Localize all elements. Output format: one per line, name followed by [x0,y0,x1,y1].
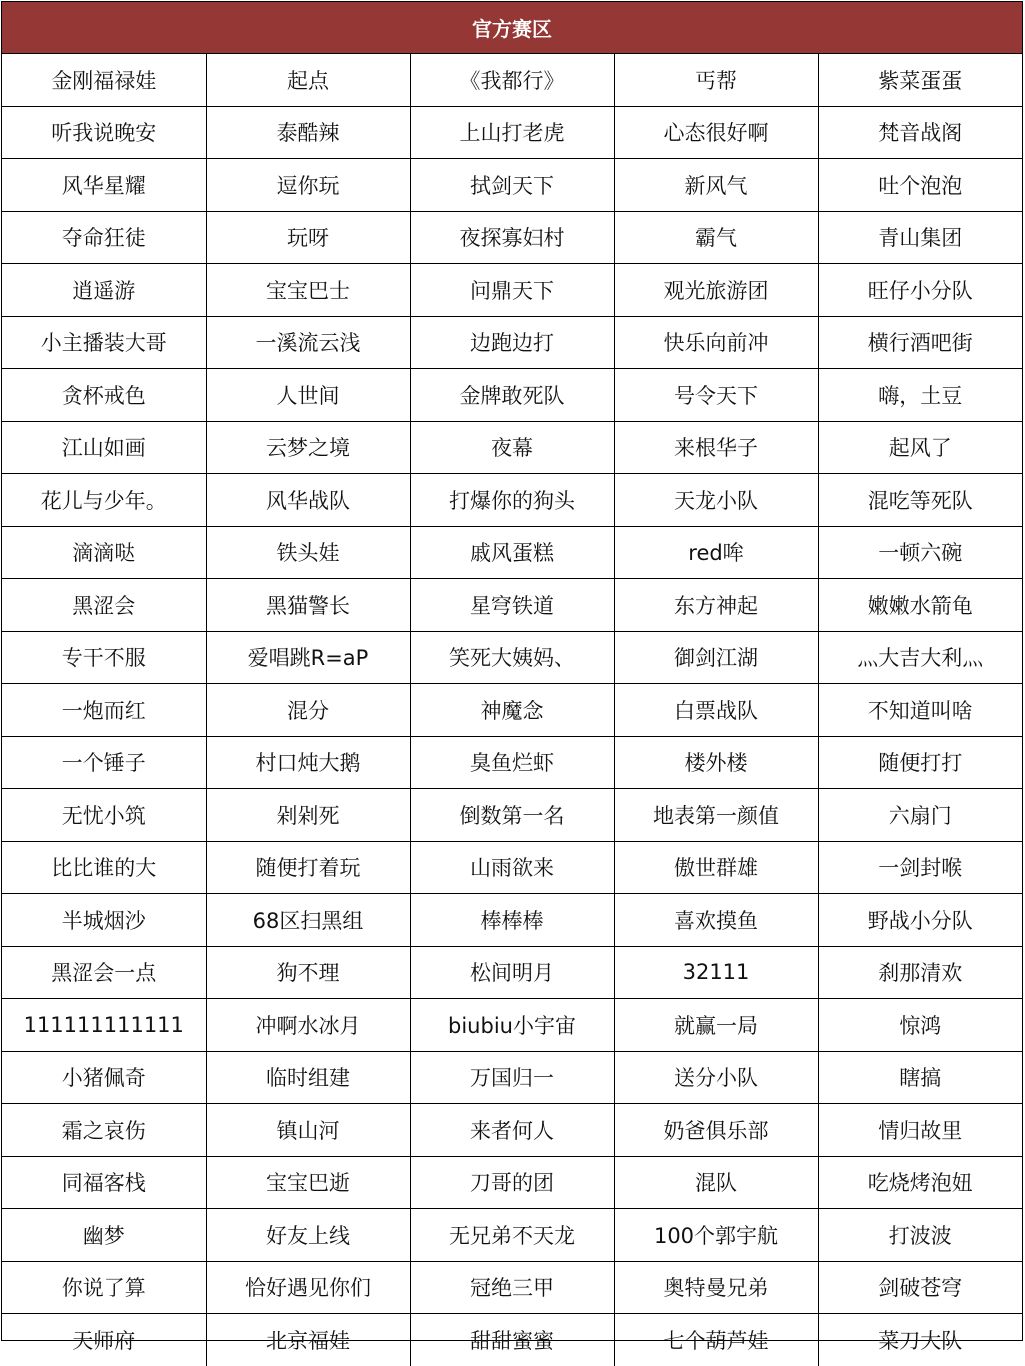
team-cell: 专干不服 [2,631,206,684]
team-cell: 刹那清欢 [818,946,1022,999]
table-row [2,946,1022,999]
team-cell: 起风了 [818,421,1022,474]
team-cell: 花儿与少年。 [2,474,206,527]
team-cell: 地表第一颜值 [614,789,818,842]
team-cell: 小猪佩奇 [2,1051,206,1104]
team-cell: 夜探寡妇村 [410,211,614,264]
team-cell: 心态很好啊 [614,106,818,159]
team-cell: 同福客栈 [2,1156,206,1209]
table-row [2,1156,1022,1209]
team-cell: 黑猫警长 [206,579,410,632]
team-cell: 混队 [614,1156,818,1209]
team-cell: 天龙小队 [614,474,818,527]
team-cell: 东方神起 [614,579,818,632]
team-cell: 甜甜蜜蜜 [410,1314,614,1366]
table-row [2,421,1022,474]
table-row [2,736,1022,789]
team-cell: 横行酒吧街 [818,316,1022,369]
team-cell: 32111 [614,946,818,999]
team-cell: 贪杯戒色 [2,369,206,422]
table-row [2,106,1022,159]
team-cell: 风华战队 [206,474,410,527]
team-cell: 打爆你的狗头 [410,474,614,527]
table-row [2,526,1022,579]
team-cell: 惊鸿 [818,999,1022,1052]
team-cell: 北京福娃 [206,1314,410,1366]
team-cell: 起点 [206,54,410,106]
team-cell: 旺仔小分队 [818,264,1022,317]
team-cell: 拭剑天下 [410,159,614,212]
team-cell: 万国归一 [410,1051,614,1104]
team-cell: 就赢一局 [614,999,818,1052]
team-cell: 一炮而红 [2,684,206,737]
team-cell: 星穹铁道 [410,579,614,632]
team-cell: 随便打着玩 [206,841,410,894]
team-cell: 云梦之境 [206,421,410,474]
team-cell: 六扇门 [818,789,1022,842]
team-cell: 一个锤子 [2,736,206,789]
team-cell: 吐个泡泡 [818,159,1022,212]
team-cell: 冲啊水冰月 [206,999,410,1052]
table-row [2,474,1022,527]
team-cell: 野战小分队 [818,894,1022,947]
team-cell: 山雨欲来 [410,841,614,894]
team-cell: 戚风蛋糕 [410,526,614,579]
team-cell: 松间明月 [410,946,614,999]
team-cell: 倒数第一名 [410,789,614,842]
team-cell: 恰好遇见你们 [206,1261,410,1314]
table-row [2,1314,1022,1366]
team-cell: 夺命狂徒 [2,211,206,264]
team-cell: 瞎搞 [818,1051,1022,1104]
team-cell: 青山集团 [818,211,1022,264]
team-cell: 来根华子 [614,421,818,474]
team-cell: 臭鱼烂虾 [410,736,614,789]
table-row [2,631,1022,684]
team-cell: 霜之哀伤 [2,1104,206,1157]
team-cell: 随便打打 [818,736,1022,789]
team-cell: 嫩嫩水箭龟 [818,579,1022,632]
team-grid [2,54,1022,1366]
team-cell: 无忧小筑 [2,789,206,842]
team-cell: 玩呀 [206,211,410,264]
team-cell: 泰酷辣 [206,106,410,159]
team-cell: 宝宝巴士 [206,264,410,317]
team-cell: 无兄弟不天龙 [410,1209,614,1262]
team-cell: 铁头娃 [206,526,410,579]
team-cell: 剑破苍穹 [818,1261,1022,1314]
team-cell: 号令天下 [614,369,818,422]
table-row [2,841,1022,894]
team-cell: 幽梦 [2,1209,206,1262]
team-cell: red哞 [614,526,818,579]
team-cell: 丐帮 [614,54,818,106]
team-cell: 你说了算 [2,1261,206,1314]
table-row [2,159,1022,212]
team-cell: 临时组建 [206,1051,410,1104]
team-cell: 来者何人 [410,1104,614,1157]
team-cell: 滴滴哒 [2,526,206,579]
team-cell: 镇山河 [206,1104,410,1157]
table-row [2,684,1022,737]
table-row [2,1209,1022,1262]
team-cell: 菜刀大队 [818,1314,1022,1366]
team-cell: 新风气 [614,159,818,212]
table-row [2,369,1022,422]
team-cell: 剁剁死 [206,789,410,842]
team-cell: 比比谁的大 [2,841,206,894]
team-cell: 梵音战阁 [818,106,1022,159]
team-cell: 100个郭宇航 [614,1209,818,1262]
team-cell: 霸气 [614,211,818,264]
team-cell: 冠绝三甲 [410,1261,614,1314]
team-cell: 傲世群雄 [614,841,818,894]
team-cell: 江山如画 [2,421,206,474]
team-cell: 快乐向前冲 [614,316,818,369]
team-cell: 嗨，土豆 [818,369,1022,422]
team-cell: 神魔念 [410,684,614,737]
team-cell: 《我都行》 [410,54,614,106]
team-cell: 上山打老虎 [410,106,614,159]
team-cell: 楼外楼 [614,736,818,789]
grid-body [2,54,1022,1366]
team-cell: 天师府 [2,1314,206,1366]
team-cell: 宝宝巴逝 [206,1156,410,1209]
table-row [2,579,1022,632]
table-title: 官方赛区 [2,2,1022,54]
team-cell: 逗你玩 [206,159,410,212]
team-cell: 情归故里 [818,1104,1022,1157]
table-row [2,264,1022,317]
team-cell: 一顿六碗 [818,526,1022,579]
team-table [1,1,1023,1353]
team-cell: 逍遥游 [2,264,206,317]
table-row [2,894,1022,947]
team-cell: 边跑边打 [410,316,614,369]
table-row [2,789,1022,842]
table-row [2,54,1022,106]
team-cell: 金刚福禄娃 [2,54,206,106]
team-cell: 奥特曼兄弟 [614,1261,818,1314]
team-cell: 紫菜蛋蛋 [818,54,1022,106]
team-cell: 七个葫芦娃 [614,1314,818,1366]
team-cell: 观光旅游团 [614,264,818,317]
table-row [2,999,1022,1052]
table-row [2,1104,1022,1157]
team-cell: 111111111111 [2,999,206,1052]
team-cell: 夜幕 [410,421,614,474]
team-cell: 爱唱跳R=aP [206,631,410,684]
team-cell: 黑涩会一点 [2,946,206,999]
team-cell: 吃烧烤泡妞 [818,1156,1022,1209]
team-cell: 混分 [206,684,410,737]
team-cell: 喜欢摸鱼 [614,894,818,947]
table-row [2,316,1022,369]
team-cell: 一剑封喉 [818,841,1022,894]
team-cell: biubiu小宇宙 [410,999,614,1052]
team-cell: 风华星耀 [2,159,206,212]
table-row [2,1261,1022,1314]
team-cell: 金牌敢死队 [410,369,614,422]
team-cell: 好友上线 [206,1209,410,1262]
team-cell: 黑涩会 [2,579,206,632]
team-cell: 人世间 [206,369,410,422]
team-cell: 奶爸俱乐部 [614,1104,818,1157]
team-cell: 打波波 [818,1209,1022,1262]
team-cell: 听我说晚安 [2,106,206,159]
team-cell: 问鼎天下 [410,264,614,317]
team-cell: 狗不理 [206,946,410,999]
team-cell: 不知道叫啥 [818,684,1022,737]
team-cell: 御剑江湖 [614,631,818,684]
team-cell: 半城烟沙 [2,894,206,947]
team-cell: 白票战队 [614,684,818,737]
team-cell: 灬大吉大利灬 [818,631,1022,684]
team-cell: 混吃等死队 [818,474,1022,527]
team-cell: 送分小队 [614,1051,818,1104]
team-cell: 一溪流云浅 [206,316,410,369]
team-cell: 村口炖大鹅 [206,736,410,789]
team-cell: 68区扫黑组 [206,894,410,947]
table-row [2,211,1022,264]
team-cell: 小主播装大哥 [2,316,206,369]
team-cell: 刀哥的团 [410,1156,614,1209]
table-row [2,1051,1022,1104]
team-cell: 棒棒棒 [410,894,614,947]
team-cell: 笑死大姨妈、 [410,631,614,684]
